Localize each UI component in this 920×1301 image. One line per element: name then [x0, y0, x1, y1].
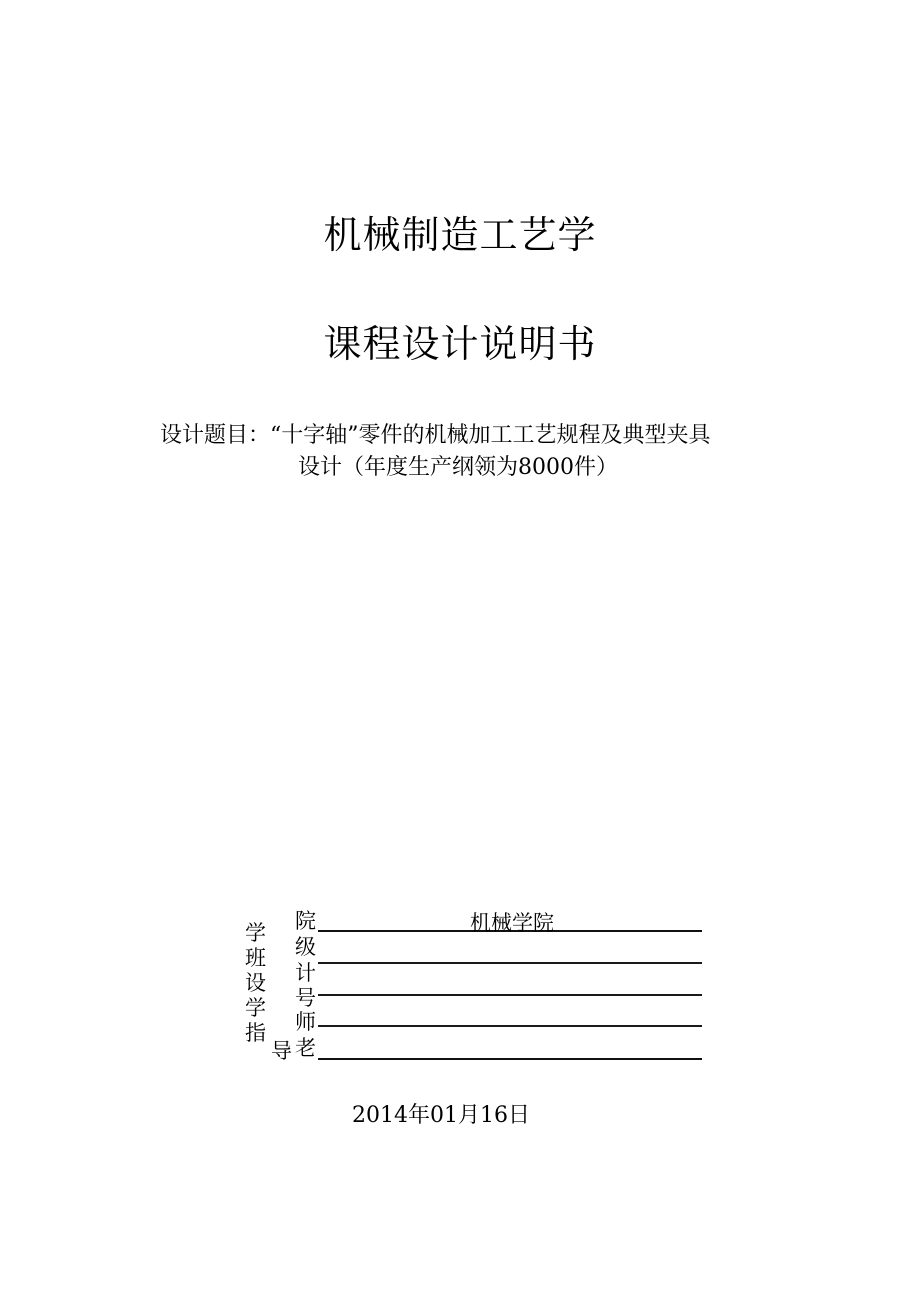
advisor-underline [318, 1058, 702, 1060]
info-left-label: 设 [245, 971, 266, 995]
design-topic-line-1: 设计题目：“十字轴”零件的机械加工工艺规程及典型夹具 [160, 423, 711, 448]
info-right-label: 师 [295, 1010, 316, 1034]
info-bottom-label: 导 [271, 1039, 292, 1063]
design-topic-line-2: 设计（年度生产纲领为8000件） [298, 455, 618, 480]
student-id-underline [318, 1025, 702, 1027]
college-value: 机械学院 [470, 911, 554, 935]
info-right-label: 号 [295, 986, 316, 1010]
design-underline [318, 994, 702, 996]
info-left-label: 指 [245, 1021, 266, 1045]
info-left-label: 班 [245, 946, 266, 970]
info-right-label: 院 [295, 909, 316, 933]
info-bottom-label: 老 [295, 1036, 316, 1060]
info-right-label: 级 [295, 935, 316, 959]
info-left-label: 学 [245, 996, 266, 1020]
document-title: 机械制造工艺学 [323, 213, 597, 257]
info-left-label: 学 [245, 921, 266, 945]
document-subtitle: 课程设计说明书 [323, 322, 597, 366]
document-date: 2014年01月16日 [352, 1103, 530, 1128]
class-underline [318, 962, 702, 964]
info-right-label: 计 [295, 961, 316, 985]
